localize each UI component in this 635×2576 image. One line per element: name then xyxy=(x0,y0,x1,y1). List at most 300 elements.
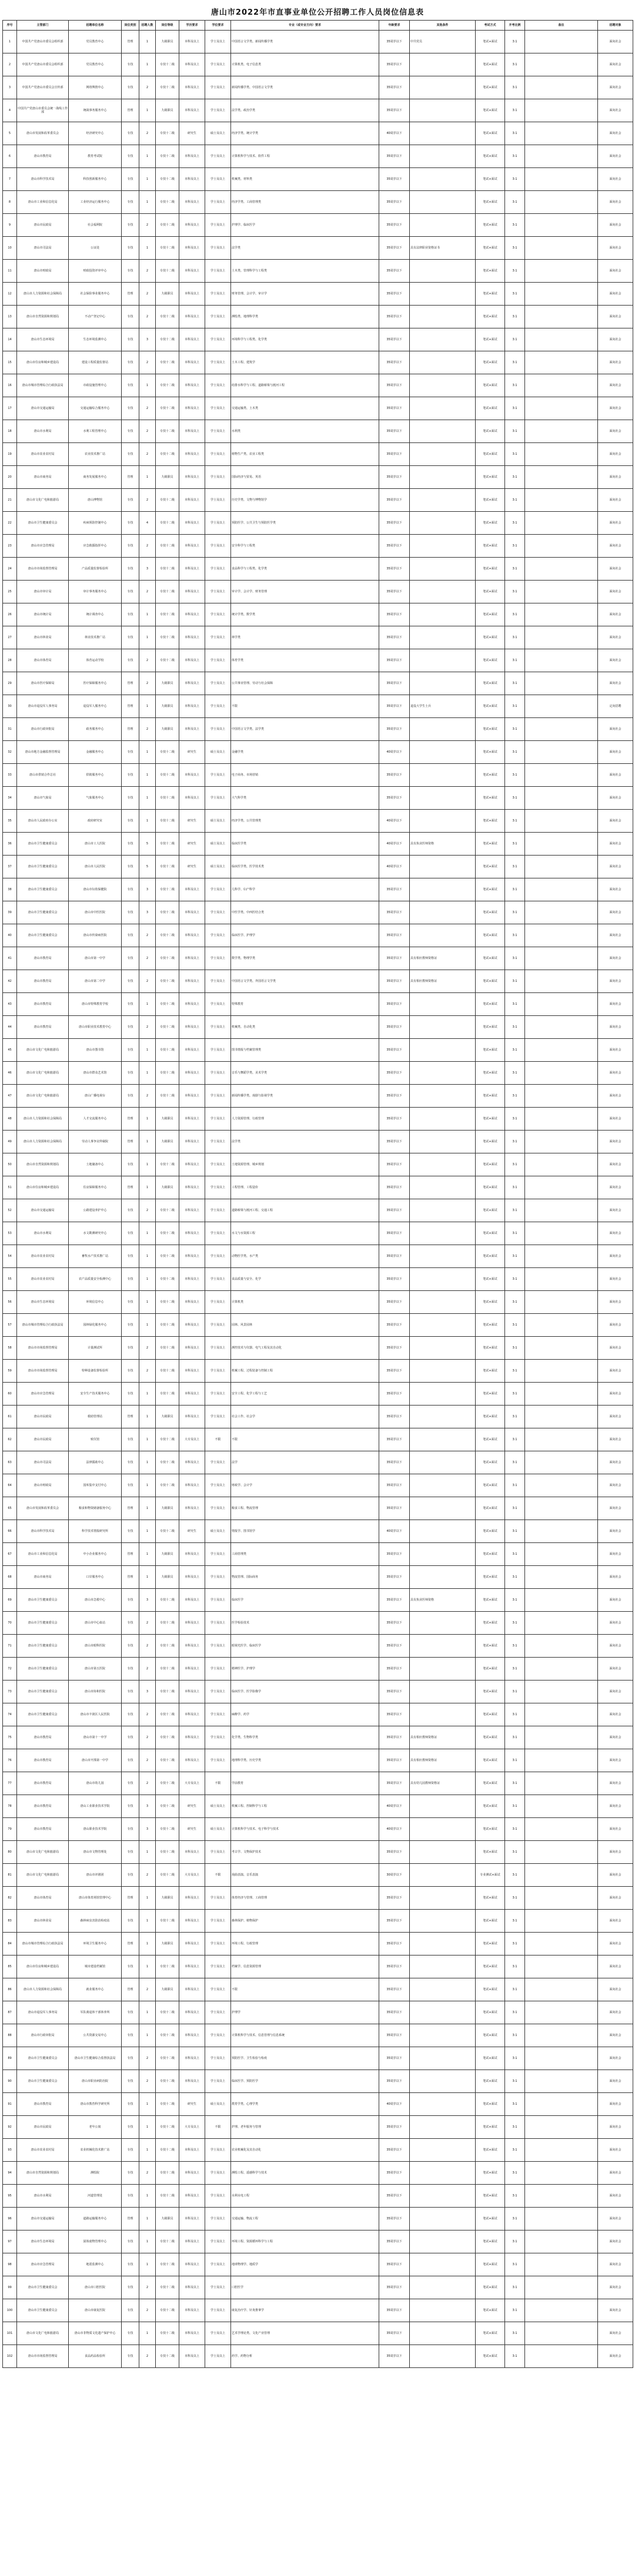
cell-department: 唐山市卫生健康委员会 xyxy=(17,901,69,924)
table-row xyxy=(3,1268,633,1291)
cell-target: 面向社会 xyxy=(598,1978,633,2001)
cell-exam: 笔试+面试 xyxy=(476,810,505,833)
cell-target: 面向社会 xyxy=(598,31,633,53)
cell-major: 法学类、政治学类 xyxy=(231,99,379,122)
cell-number: 91 xyxy=(3,2093,17,2116)
cell-degree: 学士及以上 xyxy=(205,2208,231,2230)
cell-degree: 学士及以上 xyxy=(205,2024,231,2047)
cell-number: 87 xyxy=(3,2001,17,2024)
cell-level: 专技十二级 xyxy=(156,2276,179,2299)
cell-type: 专技 xyxy=(122,993,139,1016)
cell-ratio: 3:1 xyxy=(505,626,525,649)
cell-count: 1 xyxy=(139,99,156,122)
cell-education: 本科及以上 xyxy=(179,191,205,214)
cell-number: 83 xyxy=(3,1910,17,1933)
cell-level: 专技十二级 xyxy=(156,512,179,535)
cell-other: 具有执业医师资格 xyxy=(410,1589,476,1612)
table-row xyxy=(3,374,633,397)
cell-exam: 笔试+面试 xyxy=(476,512,505,535)
cell-type: 专技 xyxy=(122,76,139,99)
cell-age: 35周岁以下 xyxy=(379,2070,410,2093)
cell-education: 本科及以上 xyxy=(179,2185,205,2208)
cell-number: 24 xyxy=(3,558,17,581)
cell-age: 35周岁以下 xyxy=(379,1772,410,1795)
cell-ratio: 3:1 xyxy=(505,2139,525,2162)
table-row xyxy=(3,1428,633,1451)
cell-department: 唐山市人民政府办公室 xyxy=(17,810,69,833)
table-row xyxy=(3,901,633,924)
cell-number: 84 xyxy=(3,1933,17,1956)
cell-number: 72 xyxy=(3,1658,17,1681)
cell-count: 1 xyxy=(139,1176,156,1199)
cell-other xyxy=(410,1360,476,1383)
cell-level: 专技十二级 xyxy=(156,1153,179,1176)
cell-note xyxy=(525,1245,598,1268)
cell-other xyxy=(410,2230,476,2253)
cell-other xyxy=(410,2322,476,2345)
cell-exam: 笔试+面试 xyxy=(476,1108,505,1131)
cell-education: 本科及以上 xyxy=(179,2230,205,2253)
cell-department: 唐山市卫生健康委员会 xyxy=(17,2047,69,2070)
cell-ratio: 3:1 xyxy=(505,1451,525,1474)
cell-major: 经济学类、工商管理类 xyxy=(231,191,379,214)
cell-education: 本科及以上 xyxy=(179,924,205,947)
cell-age: 35周岁以下 xyxy=(379,443,410,466)
cell-unit: 河道管理处 xyxy=(69,2185,122,2208)
cell-age: 35周岁以下 xyxy=(379,489,410,512)
cell-degree: 学士及以上 xyxy=(205,2162,231,2185)
cell-note xyxy=(525,993,598,1016)
table-row xyxy=(3,1451,633,1474)
cell-age: 35周岁以下 xyxy=(379,1841,410,1864)
cell-department: 唐山市交通运输局 xyxy=(17,2208,69,2230)
cell-education: 本科及以上 xyxy=(179,901,205,924)
cell-degree: 学士及以上 xyxy=(205,1978,231,2001)
cell-note xyxy=(525,351,598,374)
cell-count: 2 xyxy=(139,1749,156,1772)
cell-type: 专技 xyxy=(122,1841,139,1864)
cell-department: 唐山市水利局 xyxy=(17,420,69,443)
cell-major: 计算机科学与技术、信息管理与信息系统 xyxy=(231,2024,379,2047)
cell-department: 唐山市审计局 xyxy=(17,581,69,603)
cell-target: 面向社会 xyxy=(598,1818,633,1841)
cell-ratio: 3:1 xyxy=(505,122,525,145)
cell-age: 35周岁以下 xyxy=(379,1406,410,1428)
cell-target: 面向社会 xyxy=(598,718,633,741)
cell-degree: 学士及以上 xyxy=(205,1933,231,1956)
cell-major: 医学检验技术 xyxy=(231,1612,379,1635)
cell-target: 面向社会 xyxy=(598,420,633,443)
cell-ratio: 3:1 xyxy=(505,1268,525,1291)
cell-department: 唐山市司法局 xyxy=(17,1451,69,1474)
cell-type: 专技 xyxy=(122,901,139,924)
cell-major: 安全科学与工程类 xyxy=(231,535,379,558)
cell-age: 35周岁以下 xyxy=(379,214,410,237)
cell-degree: 学士及以上 xyxy=(205,191,231,214)
cell-ratio: 3:1 xyxy=(505,535,525,558)
cell-ratio: 3:1 xyxy=(505,2230,525,2253)
cell-degree: 学士及以上 xyxy=(205,1153,231,1176)
cell-note xyxy=(525,443,598,466)
cell-exam: 笔试+面试 xyxy=(476,283,505,306)
cell-age: 35周岁以下 xyxy=(379,1933,410,1956)
table-row xyxy=(3,1337,633,1360)
cell-education: 本科及以上 xyxy=(179,1887,205,1910)
cell-unit: 畜牧水产技术推广站 xyxy=(69,1245,122,1268)
cell-exam: 笔试+面试 xyxy=(476,2208,505,2230)
cell-note xyxy=(525,76,598,99)
cell-age: 40周岁以下 xyxy=(379,1520,410,1543)
cell-department: 唐山市自然资源和规划局 xyxy=(17,1153,69,1176)
cell-exam: 笔试+面试 xyxy=(476,1062,505,1085)
cell-unit: 医疗保障服务中心 xyxy=(69,672,122,695)
cell-major: 地理科学类、历史学类 xyxy=(231,1749,379,1772)
cell-type: 专技 xyxy=(122,1612,139,1635)
cell-education: 本科及以上 xyxy=(179,374,205,397)
cell-unit: 统战事务服务中心 xyxy=(69,99,122,122)
cell-education: 本科及以上 xyxy=(179,649,205,672)
cell-education: 本科及以上 xyxy=(179,1176,205,1199)
cell-exam: 笔试+面试 xyxy=(476,2093,505,2116)
cell-age: 35周岁以下 xyxy=(379,283,410,306)
cell-target: 面向社会 xyxy=(598,2230,633,2253)
cell-level: 专技十二级 xyxy=(156,1245,179,1268)
cell-count: 1 xyxy=(139,1474,156,1497)
cell-degree: 学士及以上 xyxy=(205,993,231,1016)
cell-target: 面向社会 xyxy=(598,2276,633,2299)
cell-age: 35周岁以下 xyxy=(379,2208,410,2230)
cell-education: 研究生 xyxy=(179,1520,205,1543)
cell-number: 33 xyxy=(3,764,17,787)
cell-target: 面向社会 xyxy=(598,1406,633,1428)
table-row xyxy=(3,764,633,787)
cell-unit: 唐山博物馆 xyxy=(69,489,122,512)
cell-number: 52 xyxy=(3,1199,17,1222)
cell-target: 面向社会 xyxy=(598,1245,633,1268)
cell-major: 大气科学类 xyxy=(231,787,379,810)
cell-other xyxy=(410,581,476,603)
cell-age: 35周岁以下 xyxy=(379,970,410,993)
cell-number: 60 xyxy=(3,1383,17,1406)
cell-department: 唐山市卫生健康委员会 xyxy=(17,1681,69,1703)
cell-level: 九级职员 xyxy=(156,1978,179,2001)
cell-count: 2 xyxy=(139,443,156,466)
cell-target: 面向社会 xyxy=(598,76,633,99)
cell-count: 2 xyxy=(139,718,156,741)
cell-number: 9 xyxy=(3,214,17,237)
cell-note xyxy=(525,535,598,558)
cell-other xyxy=(410,351,476,374)
table-row xyxy=(3,2047,633,2070)
cell-other xyxy=(410,374,476,397)
cell-level: 专技十二级 xyxy=(156,2001,179,2024)
cell-target: 面向社会 xyxy=(598,2024,633,2047)
cell-count: 1 xyxy=(139,1383,156,1406)
cell-type: 专技 xyxy=(122,764,139,787)
cell-target: 面向社会 xyxy=(598,2185,633,2208)
table-row xyxy=(3,420,633,443)
cell-count: 1 xyxy=(139,31,156,53)
cell-department: 唐山市卫生健康委员会 xyxy=(17,2070,69,2093)
cell-degree: 学士及以上 xyxy=(205,1291,231,1314)
cell-education: 本科及以上 xyxy=(179,260,205,283)
cell-exam: 笔试+面试 xyxy=(476,1589,505,1612)
cell-other xyxy=(410,1978,476,2001)
cell-level: 九级职员 xyxy=(156,31,179,53)
cell-number: 96 xyxy=(3,2208,17,2230)
cell-department: 唐山市文化广电和旅游局 xyxy=(17,1085,69,1108)
cell-ratio: 3:1 xyxy=(505,1222,525,1245)
cell-major: 临床医学 xyxy=(231,1589,379,1612)
table-row xyxy=(3,1222,633,1245)
cell-education: 本科及以上 xyxy=(179,1612,205,1635)
cell-exam: 笔试+面试 xyxy=(476,2139,505,2162)
cell-unit: 园林绿化服务中心 xyxy=(69,1314,122,1337)
cell-unit: 唐山广播电视台 xyxy=(69,1085,122,1108)
cell-note xyxy=(525,2070,598,2093)
cell-target: 面向社会 xyxy=(598,856,633,878)
cell-level: 九级职员 xyxy=(156,1543,179,1566)
cell-degree: 学士及以上 xyxy=(205,1497,231,1520)
cell-target: 面向社会 xyxy=(598,878,633,901)
cell-other xyxy=(410,2276,476,2299)
cell-number: 100 xyxy=(3,2299,17,2322)
cell-education: 本科及以上 xyxy=(179,1566,205,1589)
cell-age: 35周岁以下 xyxy=(379,1428,410,1451)
cell-count: 4 xyxy=(139,512,156,535)
cell-age: 35周岁以下 xyxy=(379,397,410,420)
table-row xyxy=(3,1039,633,1062)
cell-note xyxy=(525,2208,598,2230)
cell-major: 交通运输类、土木类 xyxy=(231,397,379,420)
cell-unit: 测绘院 xyxy=(69,2162,122,2185)
cell-target: 面向社会 xyxy=(598,2322,633,2345)
cell-major: 道路桥梁与渡河工程、交通工程 xyxy=(231,1199,379,1222)
cell-type: 专技 xyxy=(122,741,139,764)
table-row xyxy=(3,1474,633,1497)
cell-number: 22 xyxy=(3,512,17,535)
cell-other xyxy=(410,1062,476,1085)
cell-department: 唐山市卫生健康委员会 xyxy=(17,2299,69,2322)
cell-major: 教育学类、心理学类 xyxy=(231,2093,379,2116)
cell-level: 专技十二级 xyxy=(156,2299,179,2322)
cell-other xyxy=(410,1314,476,1337)
cell-unit: 公共资源交易中心 xyxy=(69,2024,122,2047)
cell-degree: 硕士及以上 xyxy=(205,1818,231,1841)
cell-age: 35周岁以下 xyxy=(379,1153,410,1176)
table-row xyxy=(3,489,633,512)
cell-note xyxy=(525,810,598,833)
cell-degree: 不限 xyxy=(205,1772,231,1795)
cell-department: 唐山市科学技术局 xyxy=(17,1520,69,1543)
cell-education: 本科及以上 xyxy=(179,489,205,512)
cell-department: 唐山市农业农村局 xyxy=(17,1245,69,1268)
cell-major: 临床医学、医学影像学 xyxy=(231,1681,379,1703)
cell-other xyxy=(410,1176,476,1199)
cell-note xyxy=(525,2047,598,2070)
cell-department: 唐山市教育局 xyxy=(17,1016,69,1039)
cell-ratio: 3:1 xyxy=(505,581,525,603)
cell-ratio: 3:1 xyxy=(505,1956,525,1978)
cell-note xyxy=(525,856,598,878)
cell-major: 园林、风景园林 xyxy=(231,1314,379,1337)
cell-department: 唐山市农业农村局 xyxy=(17,1268,69,1291)
cell-education: 本科及以上 xyxy=(179,168,205,191)
cell-other xyxy=(410,328,476,351)
cell-education: 本科及以上 xyxy=(179,53,205,76)
cell-level: 专技十二级 xyxy=(156,53,179,76)
cell-number: 98 xyxy=(3,2253,17,2276)
cell-note xyxy=(525,1497,598,1520)
cell-type: 专技 xyxy=(122,512,139,535)
cell-degree: 学士及以上 xyxy=(205,283,231,306)
cell-level: 专技十二级 xyxy=(156,810,179,833)
cell-ratio: 3:1 xyxy=(505,649,525,672)
cell-note xyxy=(525,1864,598,1887)
cell-ratio: 3:1 xyxy=(505,2322,525,2345)
cell-major: 国际经济与贸易、英语 xyxy=(231,466,379,489)
cell-degree: 学士及以上 xyxy=(205,718,231,741)
cell-education: 本科及以上 xyxy=(179,558,205,581)
cell-major: 计算机类 xyxy=(231,1291,379,1314)
cell-target: 面向社会 xyxy=(598,122,633,145)
cell-note xyxy=(525,695,598,718)
cell-number: 1 xyxy=(3,31,17,53)
cell-education: 本科及以上 xyxy=(179,2070,205,2093)
cell-unit: 唐山市传染病医院 xyxy=(69,924,122,947)
cell-target: 面向社会 xyxy=(598,558,633,581)
cell-level: 专技十二级 xyxy=(156,420,179,443)
table-row xyxy=(3,993,633,1016)
cell-exam: 笔试+面试 xyxy=(476,1612,505,1635)
cell-major: 药学、药物分析 xyxy=(231,2345,379,2368)
cell-unit: 军队离退休干部休养所 xyxy=(69,2001,122,2024)
cell-exam: 笔试+面试 xyxy=(476,2024,505,2047)
cell-department: 唐山市卫生健康委员会 xyxy=(17,1589,69,1612)
cell-exam: 笔试+面试 xyxy=(476,1772,505,1795)
cell-level: 专技十二级 xyxy=(156,2185,179,2208)
table-row xyxy=(3,443,633,466)
column-header: 考试方式 xyxy=(476,21,505,31)
cell-degree: 学士及以上 xyxy=(205,489,231,512)
cell-other xyxy=(410,191,476,214)
cell-unit: 唐山市第二中学 xyxy=(69,970,122,993)
cell-unit: 老年公寓 xyxy=(69,2116,122,2139)
cell-major: 公共事业管理、劳动与社会保障 xyxy=(231,672,379,695)
cell-major: 粮食工程、物流管理 xyxy=(231,1497,379,1520)
cell-degree: 学士及以上 xyxy=(205,1474,231,1497)
cell-other xyxy=(410,1612,476,1635)
cell-education: 大专及以上 xyxy=(179,1772,205,1795)
cell-note xyxy=(525,31,598,53)
cell-education: 本科及以上 xyxy=(179,397,205,420)
cell-type: 专技 xyxy=(122,649,139,672)
cell-unit: 唐山市评剧团 xyxy=(69,1864,122,1887)
cell-ratio: 3:1 xyxy=(505,237,525,260)
cell-other xyxy=(410,1864,476,1887)
cell-age: 35周岁以下 xyxy=(379,2185,410,2208)
cell-education: 本科及以上 xyxy=(179,1245,205,1268)
cell-type: 管理 xyxy=(122,1406,139,1428)
cell-level: 专技十二级 xyxy=(156,1085,179,1108)
cell-level: 专技十二级 xyxy=(156,1910,179,1933)
cell-type: 管理 xyxy=(122,31,139,53)
cell-education: 本科及以上 xyxy=(179,581,205,603)
cell-count: 1 xyxy=(139,1406,156,1428)
cell-department: 唐山市卫生健康委员会 xyxy=(17,924,69,947)
table-row xyxy=(3,214,633,237)
cell-count: 2 xyxy=(139,1360,156,1383)
cell-exam: 笔试+面试 xyxy=(476,1910,505,1933)
cell-count: 1 xyxy=(139,2230,156,2253)
cell-other xyxy=(410,1795,476,1818)
cell-note xyxy=(525,2185,598,2208)
cell-department: 唐山市财政局 xyxy=(17,1474,69,1497)
header-row xyxy=(3,21,633,31)
cell-education: 大专及以上 xyxy=(179,1428,205,1451)
cell-ratio: 3:1 xyxy=(505,878,525,901)
cell-unit: 党员教育中心 xyxy=(69,31,122,53)
cell-age: 35周岁以下 xyxy=(379,512,410,535)
cell-count: 1 xyxy=(139,2322,156,2345)
cell-unit: 水利工程管理中心 xyxy=(69,420,122,443)
cell-major: 农业机械化及其自动化 xyxy=(231,2139,379,2162)
cell-count: 1 xyxy=(139,1222,156,1245)
cell-count: 2 xyxy=(139,2276,156,2299)
cell-degree: 学士及以上 xyxy=(205,1406,231,1428)
cell-major: 机械类、自动化类 xyxy=(231,1016,379,1039)
cell-number: 18 xyxy=(3,420,17,443)
cell-target: 面向社会 xyxy=(598,1039,633,1062)
cell-count: 2 xyxy=(139,122,156,145)
cell-target: 面向社会 xyxy=(598,1772,633,1795)
cell-level: 专技十二级 xyxy=(156,328,179,351)
table-row xyxy=(3,2276,633,2299)
cell-type: 专技 xyxy=(122,1222,139,1245)
cell-number: 69 xyxy=(3,1589,17,1612)
cell-type: 专技 xyxy=(122,1681,139,1703)
cell-education: 本科及以上 xyxy=(179,2253,205,2276)
cell-unit: 唐山市中心血站 xyxy=(69,1612,122,1635)
cell-level: 九级职员 xyxy=(156,466,179,489)
cell-department: 唐山市农业农村局 xyxy=(17,2139,69,2162)
cell-exam: 笔试+面试 xyxy=(476,626,505,649)
cell-note xyxy=(525,1291,598,1314)
cell-unit: 劳动人事争议仲裁院 xyxy=(69,1131,122,1153)
cell-level: 专技十二级 xyxy=(156,1199,179,1222)
cell-unit: 法律援助中心 xyxy=(69,1451,122,1474)
cell-level: 九级职员 xyxy=(156,1176,179,1199)
cell-degree: 学士及以上 xyxy=(205,443,231,466)
cell-type: 专技 xyxy=(122,374,139,397)
cell-age: 35周岁以下 xyxy=(379,420,410,443)
cell-number: 15 xyxy=(3,351,17,374)
cell-major: 物流管理、国际商务 xyxy=(231,1566,379,1589)
cell-exam: 笔试+面试 xyxy=(476,1314,505,1337)
cell-major: 中国语言文学类、法学类 xyxy=(231,718,379,741)
cell-ratio: 3:1 xyxy=(505,672,525,695)
cell-major: 环境科学与工程类、化学类 xyxy=(231,328,379,351)
cell-type: 专技 xyxy=(122,626,139,649)
cell-ratio: 3:1 xyxy=(505,489,525,512)
cell-type: 专技 xyxy=(122,2299,139,2322)
cell-number: 92 xyxy=(3,2116,17,2139)
cell-other xyxy=(410,764,476,787)
cell-target: 面向社会 xyxy=(598,145,633,168)
cell-type: 专技 xyxy=(122,1291,139,1314)
cell-type: 专技 xyxy=(122,1795,139,1818)
cell-other: 具有相应教师资格证 xyxy=(410,970,476,993)
